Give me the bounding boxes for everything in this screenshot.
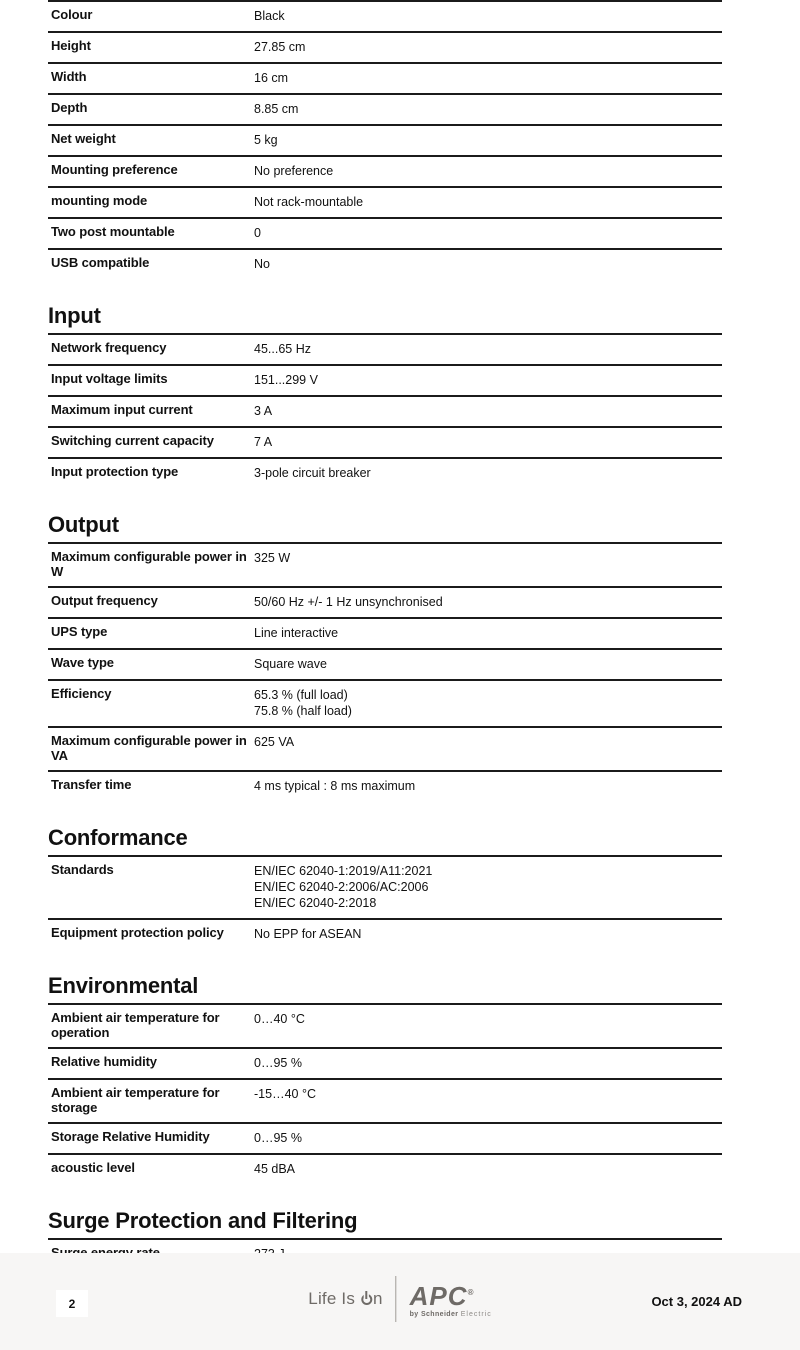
- spec-row: [48, 918, 722, 949]
- spec-row: [48, 586, 722, 617]
- spec-rows-conformance: [48, 857, 722, 949]
- spec-value: [254, 224, 722, 241]
- spec-value-line: 3 A: [254, 404, 273, 418]
- spec-label: Maximum configurable power in VA: [51, 733, 247, 763]
- spec-label: Standards: [51, 862, 114, 877]
- spec-value-line: -15…40 °C: [254, 1087, 316, 1101]
- spec-label: Transfer time: [51, 777, 132, 792]
- spec-value-line: EN/IEC 62040-2:2006/AC:2006: [254, 880, 429, 894]
- spec-value: [254, 7, 722, 24]
- spec-section-input: [48, 303, 722, 488]
- spec-row: [48, 544, 722, 586]
- spec-value-line: 75.8 % (half load): [254, 704, 352, 718]
- spec-value: [254, 862, 722, 911]
- spec-row: [48, 186, 722, 217]
- spec-value: [254, 131, 722, 148]
- spec-row: [48, 31, 722, 62]
- spec-rows-input: [48, 335, 722, 488]
- spec-value: [254, 1085, 722, 1115]
- spec-row: [48, 93, 722, 124]
- spec-value: [254, 624, 722, 641]
- spec-value-line: 325 W: [254, 551, 291, 565]
- spec-label: Wave type: [51, 655, 114, 670]
- spec-value: [254, 255, 722, 272]
- spec-row: [48, 679, 722, 726]
- spec-value-line: 27.85 cm: [254, 40, 306, 54]
- spec-row: [48, 648, 722, 679]
- spec-value-line: Not rack-mountable: [254, 195, 364, 209]
- spec-label: Maximum configurable power in W: [51, 549, 247, 579]
- spec-label: UPS type: [51, 624, 108, 639]
- spec-value: [254, 1129, 722, 1146]
- spec-label: Input protection type: [51, 464, 179, 479]
- spec-value: [254, 162, 722, 179]
- spec-row: [48, 248, 722, 279]
- spec-value: [254, 593, 722, 610]
- electric-text: Electric: [460, 1311, 492, 1318]
- spec-value: [254, 733, 722, 763]
- power-icon: [361, 1294, 372, 1305]
- spec-label: Network frequency: [51, 340, 167, 355]
- spec-value: [254, 1054, 722, 1071]
- section-title-conformance: Conformance: [48, 825, 722, 857]
- spec-value-line: 0…95 %: [254, 1056, 302, 1070]
- spec-label: Equipment protection policy: [51, 925, 224, 940]
- spec-label: Ambient air temperature for storage: [51, 1085, 220, 1115]
- spec-value: [254, 925, 722, 942]
- spec-row: [48, 395, 722, 426]
- spec-value-line: EN/IEC 62040-1:2019/A11:2021: [254, 864, 433, 878]
- spec-label: Mounting preference: [51, 162, 178, 177]
- spec-value-line: EN/IEC 62040-2:2018: [254, 896, 377, 910]
- spec-value-line: No EPP for ASEAN: [254, 927, 362, 941]
- spec-row: [48, 1005, 722, 1047]
- spec-section-conformance: [48, 825, 722, 949]
- spec-row: [48, 770, 722, 801]
- life-is-on-text: Life Is: [308, 1289, 360, 1308]
- spec-value-line: 50/60 Hz +/- 1 Hz unsynchronised: [254, 595, 443, 609]
- spec-label: Height: [51, 38, 91, 53]
- spec-label: USB compatible: [51, 255, 150, 270]
- spec-section-output: [48, 512, 722, 801]
- spec-value: [254, 433, 722, 450]
- spec-row: [48, 124, 722, 155]
- spec-label: Storage Relative Humidity: [51, 1129, 210, 1144]
- spec-row: [48, 426, 722, 457]
- section-title-environmental: Environmental: [48, 973, 722, 1005]
- spec-value: [254, 549, 722, 579]
- spec-label: acoustic level: [51, 1160, 135, 1175]
- page-footer: [0, 1253, 800, 1350]
- spec-value-line: Black: [254, 9, 285, 23]
- spec-value: [254, 464, 722, 481]
- apc-wordmark: [410, 1280, 474, 1309]
- spec-row: [48, 1078, 722, 1122]
- spec-value: [254, 38, 722, 55]
- spec-label: Efficiency: [51, 686, 112, 701]
- brand-lockup: [308, 1276, 491, 1322]
- spec-value-line: No: [254, 257, 270, 271]
- section-title-surge: Surge Protection and Filtering: [48, 1208, 722, 1240]
- spec-value-line: Square wave: [254, 657, 327, 671]
- spec-label: Input voltage limits: [51, 371, 168, 386]
- spec-label: Width: [51, 69, 87, 84]
- spec-value: [254, 1160, 722, 1177]
- spec-row: [48, 726, 722, 770]
- spec-label: Switching current capacity: [51, 433, 214, 448]
- spec-rows-output: [48, 544, 722, 801]
- spec-value: [254, 655, 722, 672]
- spec-label: Maximum input current: [51, 402, 193, 417]
- spec-row: [48, 1047, 722, 1078]
- spec-row: [48, 0, 722, 31]
- spec-value: [254, 371, 722, 388]
- spec-rows-general: [48, 0, 722, 279]
- spec-value-line: 16 cm: [254, 71, 289, 85]
- spec-value-line: 65.3 % (full load): [254, 688, 348, 702]
- spec-row: [48, 155, 722, 186]
- spec-row: [48, 217, 722, 248]
- spec-table-general: [48, 0, 722, 279]
- page-number: 2: [56, 1290, 88, 1317]
- spec-value: [254, 777, 722, 794]
- spec-value-line: 7 A: [254, 435, 273, 449]
- spec-label: Ambient air temperature for operation: [51, 1010, 220, 1040]
- spec-row: [48, 857, 722, 918]
- spec-label: Net weight: [51, 131, 116, 146]
- spec-value-line: Line interactive: [254, 626, 339, 640]
- spec-label: Colour: [51, 7, 93, 22]
- spec-row: [48, 62, 722, 93]
- brand-divider: [396, 1276, 397, 1322]
- spec-value: [254, 686, 722, 719]
- spec-rows-environmental: [48, 1005, 722, 1184]
- spec-content: [48, 0, 722, 1269]
- spec-label: Output frequency: [51, 593, 158, 608]
- spec-value-line: 45 dBA: [254, 1162, 296, 1176]
- spec-row: [48, 1153, 722, 1184]
- spec-value: [254, 340, 722, 357]
- spec-value: [254, 1010, 722, 1040]
- spec-label: Two post mountable: [51, 224, 175, 239]
- apc-logo: [410, 1280, 492, 1318]
- spec-value-line: 4 ms typical : 8 ms maximum: [254, 779, 416, 793]
- apc-byline: [410, 1311, 492, 1318]
- spec-value-line: 0…95 %: [254, 1131, 302, 1145]
- spec-value-line: 5 kg: [254, 133, 278, 147]
- trademark-icon: ®: [467, 1288, 474, 1297]
- spec-value-line: 625 VA: [254, 735, 295, 749]
- spec-value: [254, 100, 722, 117]
- life-is-on-wordmark: [308, 1289, 382, 1309]
- spec-row: [48, 617, 722, 648]
- spec-section-environmental: [48, 973, 722, 1184]
- life-is-on-text-suffix: n: [372, 1289, 383, 1308]
- by-schneider-text: by Schneider: [409, 1311, 459, 1318]
- spec-value: [254, 69, 722, 86]
- spec-value-line: 3-pole circuit breaker: [254, 466, 371, 480]
- spec-value-line: No preference: [254, 164, 334, 178]
- section-title-output: Output: [48, 512, 722, 544]
- spec-row: [48, 335, 722, 364]
- spec-row: [48, 457, 722, 488]
- spec-row: [48, 364, 722, 395]
- spec-value: [254, 193, 722, 210]
- spec-label: Depth: [51, 100, 88, 115]
- section-title-input: Input: [48, 303, 722, 335]
- apc-letters: APC: [409, 1281, 468, 1311]
- spec-value-line: 8.85 cm: [254, 102, 299, 116]
- spec-value-line: 45...65 Hz: [254, 342, 311, 356]
- spec-value-line: 0…40 °C: [254, 1012, 305, 1026]
- spec-value: [254, 402, 722, 419]
- footer-date: Oct 3, 2024 AD: [651, 1294, 742, 1309]
- spec-value-line: 151...299 V: [254, 373, 318, 387]
- spec-value-line: 0: [254, 226, 261, 240]
- spec-label: mounting mode: [51, 193, 148, 208]
- spec-label: Relative humidity: [51, 1054, 157, 1069]
- spec-row: [48, 1122, 722, 1153]
